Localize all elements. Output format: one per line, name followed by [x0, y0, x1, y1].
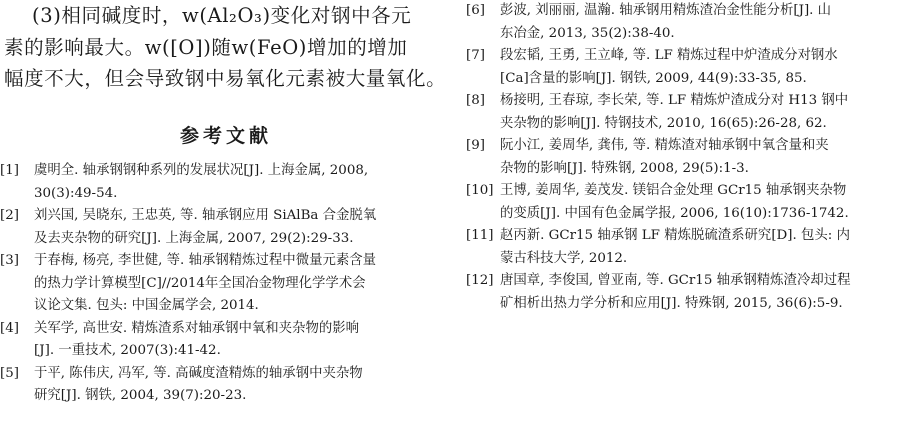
reference-text: [466, 180, 900, 225]
right-column: [466, 0, 900, 431]
reference-item: [466, 180, 900, 225]
reference-line: 阮小江, 姜周华, 龚伟, 等. 精炼渣对轴承钢中氧含量和夹: [500, 138, 829, 153]
references-list-left: [0, 160, 450, 408]
reference-text: [466, 90, 900, 135]
reference-number: [11]: [466, 228, 494, 243]
reference-line: 杨接明, 王春琼, 李长荣, 等. LF 精炼炉渣成分对 H13 钢中: [500, 93, 849, 108]
reference-text: [0, 160, 450, 205]
reference-number: [4]: [0, 320, 19, 336]
reference-number: [10]: [466, 183, 494, 198]
reference-line: 及去夹杂物的研究[J]. 上海金属, 2007, 29(2):29-33.: [34, 230, 354, 246]
reference-item: [0, 250, 450, 318]
reference-text: [0, 205, 450, 250]
reference-line: 夹杂物的影响[J]. 特钢技术, 2010, 16(65):26-28, 62.: [500, 115, 827, 131]
paragraph-line: 幅度不大，但会导致钢中易氧化元素被大量氧化。: [4, 67, 447, 90]
reference-line: 关军学, 高世安. 精炼渣系对轴承钢中氧和夹杂物的影响: [34, 320, 360, 336]
reference-item: [466, 45, 900, 90]
reference-line: 30(3):49-54.: [34, 185, 118, 201]
reference-line: 议论文集. 包头: 中国金属学会, 2014.: [34, 298, 259, 313]
reference-item: [0, 363, 450, 408]
reference-line: 于平, 陈伟庆, 冯军, 等. 高碱度渣精炼的轴承钢中夹杂物: [34, 365, 363, 381]
references-list-right: [466, 0, 900, 315]
reference-item: [466, 0, 900, 45]
reference-text: [466, 270, 900, 315]
reference-line: 东冶金, 2013, 35(2):38-40.: [500, 25, 675, 41]
reference-text: [466, 225, 900, 270]
reference-number: [3]: [0, 253, 19, 268]
references-heading: 参考文献: [179, 125, 272, 147]
reference-number: [5]: [0, 365, 19, 381]
reference-line: 蒙古科技大学, 2012.: [500, 250, 628, 266]
reference-line: 的变质[J]. 中国有色金属学报, 2006, 16(10):1736-1742.: [500, 205, 849, 221]
reference-item: [466, 135, 900, 180]
reference-line: 段宏韬, 王勇, 王立峰, 等. LF 精炼过程中炉渣成分对钢水: [500, 48, 838, 63]
reference-item: [0, 205, 450, 250]
reference-number: [12]: [466, 273, 494, 288]
reference-text: [0, 363, 450, 408]
paragraph-line: (3)相同碱度时，w(Al₂O₃)变化对钢中各元: [32, 4, 412, 27]
reference-number: [1]: [0, 163, 19, 178]
reference-item: [466, 270, 900, 315]
reference-line: 王博, 姜周华, 姜茂发. 镁铝合金处理 GCr15 轴承钢夹杂物: [500, 183, 847, 198]
reference-text: [0, 250, 450, 318]
reference-line: 刘兴国, 吴晓东, 王忠英, 等. 轴承钢应用 SiAlBa 合金脱氧: [34, 208, 377, 223]
reference-line: [J]. 一重技术, 2007(3):41-42.: [34, 343, 221, 358]
paragraph-line: 素的影响最大。w([O])随w(FeO)增加的增加: [4, 35, 408, 59]
reference-text: [0, 318, 450, 363]
reference-line: 研究[J]. 钢铁, 2004, 39(7):20-23.: [34, 388, 247, 403]
reference-text: [466, 135, 900, 180]
reference-line: 矿相析出热力学分析和应用[J]. 特殊钢, 2015, 36(6):5-9.: [500, 295, 843, 311]
body-paragraph: [4, 0, 447, 95]
reference-item: [466, 90, 900, 135]
reference-line: 虞明全. 轴承钢钢种系列的发展状况[J]. 上海金属, 2008,: [34, 163, 369, 178]
reference-text: [466, 45, 900, 90]
reference-line: 唐国章, 李俊国, 曾亚南, 等. GCr15 轴承钢精炼渣冷却过程: [500, 273, 851, 288]
reference-item: [0, 318, 450, 363]
reference-line: 彭波, 刘丽丽, 温瀚. 轴承钢用精炼渣冶金性能分析[J]. 山: [500, 3, 832, 18]
reference-text: [466, 0, 900, 45]
reference-number: [8]: [466, 93, 485, 108]
reference-line: 于春梅, 杨亮, 李世健, 等. 轴承钢精炼过程中微量元素含量: [34, 253, 377, 268]
reference-number: [7]: [466, 48, 485, 63]
reference-item: [466, 225, 900, 270]
reference-line: [Ca]含量的影响[J]. 钢铁, 2009, 44(9):33-35, 85.: [500, 70, 807, 86]
reference-number: [6]: [466, 3, 485, 18]
reference-line: 赵丙新. GCr15 轴承钢 LF 精炼脱硫渣系研究[D]. 包头: 内: [500, 228, 850, 243]
reference-item: [0, 160, 450, 205]
reference-number: [9]: [466, 138, 485, 153]
reference-line: 杂物的影响[J]. 特殊钢, 2008, 29(5):1-3.: [500, 160, 749, 176]
reference-number: [2]: [0, 208, 19, 223]
reference-line: 的热力学计算模型[C]//2014年全国冶金物理化学学术会: [34, 275, 366, 291]
